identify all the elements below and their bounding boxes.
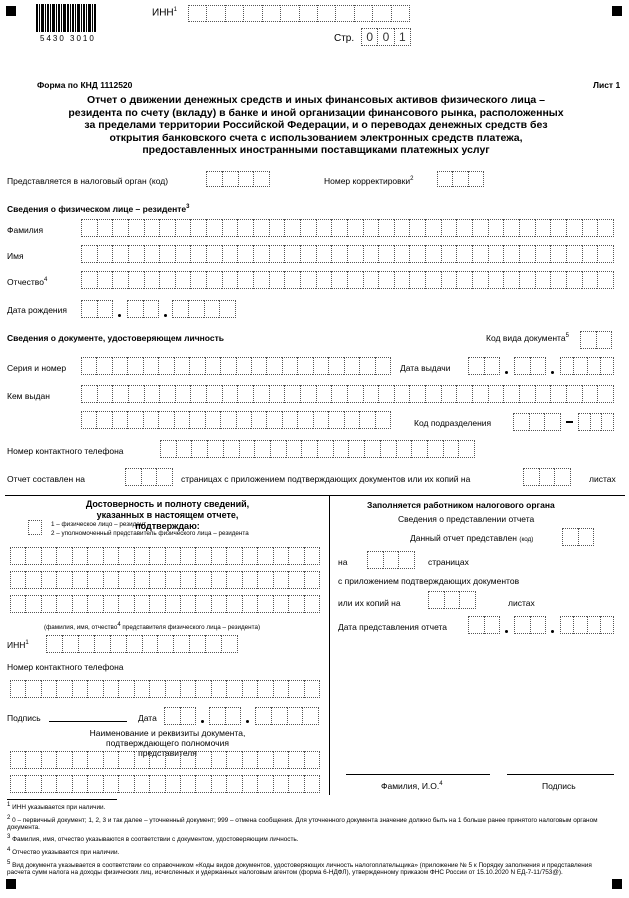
name-label: Имя <box>7 251 24 261</box>
issue-month-cells[interactable] <box>514 357 546 375</box>
page-number-cells: 0 0 1 <box>361 28 411 46</box>
sign-day-cells[interactable] <box>164 707 196 725</box>
sheets-label: листах <box>589 474 616 484</box>
birth-day-cells[interactable] <box>81 300 113 318</box>
signer-fio-row1[interactable] <box>10 547 320 565</box>
correction-number-label: Номер корректировки$^2$ <box>324 176 414 186</box>
submission-day-cells[interactable] <box>468 616 500 634</box>
footnote-3: $^3$ Фамилия, имя, отчество указываются в соответствии с документом, удостоверяющим личность. <box>7 834 299 844</box>
division-code-cells-b[interactable] <box>578 413 614 431</box>
footnotes <box>7 802 607 876</box>
patronymic-label: Отчество$^4$ <box>7 277 48 287</box>
on-label: на <box>338 557 348 567</box>
barcode-number: 5430 3010 <box>40 34 96 43</box>
pages-label: страницах <box>428 557 469 567</box>
signature-label: Подпись <box>7 713 41 723</box>
sheet-label: Лист 1 <box>593 80 621 90</box>
birth-month-cells[interactable] <box>127 300 159 318</box>
footnote-1: $^1$ ИНН указывается при наличии. <box>7 802 106 812</box>
officer-signature-line[interactable] <box>507 774 614 775</box>
confirmation-title: Достоверность и полноту сведений, указанных в настоящем отчете, подтверждаю: <box>85 499 250 531</box>
or-copies-label: или их копий на <box>338 598 401 608</box>
date-separator <box>164 314 167 317</box>
signer-phone-label: Номер контактного телефона <box>7 662 124 672</box>
person-section-title: Сведения о физическом лице – резиденте$^3$ <box>7 204 190 214</box>
vertical-divider <box>329 495 330 795</box>
right-sheets-label: листах <box>508 598 535 608</box>
series-number-label: Серия и номер <box>7 363 67 373</box>
signer-phone-cells[interactable] <box>10 680 320 698</box>
signer-fio-row2[interactable] <box>10 571 320 589</box>
submission-month-cells[interactable] <box>514 616 546 634</box>
issue-date-label: Дата выдачи <box>400 363 451 373</box>
issued-by-cells-row1[interactable] <box>81 385 614 403</box>
division-code-label: Код подразделения <box>414 418 492 428</box>
signer-option-1: 1 – физическое лицо – резидент <box>51 521 147 528</box>
authority-doc-row1[interactable] <box>10 751 320 769</box>
corner-marker-bottom-right <box>612 879 622 889</box>
report-sheets-cells[interactable] <box>523 468 571 486</box>
issue-year-cells[interactable] <box>560 357 614 375</box>
correction-number-cells[interactable] <box>437 171 484 187</box>
signer-inn-label: ИНН$^1$ <box>7 640 29 650</box>
sign-year-cells[interactable] <box>255 707 319 725</box>
dash-separator <box>566 421 573 423</box>
submission-date-label: Дата представления отчета <box>338 622 448 632</box>
report-pages-cells[interactable] <box>125 468 173 486</box>
officer-fio-line[interactable] <box>346 774 490 775</box>
surname-label: Фамилия <box>7 225 44 235</box>
date-separator <box>118 314 121 317</box>
tax-officer-title: Заполняется работником налогового органа <box>367 500 555 510</box>
authority-doc-title: Наименование и реквизиты документа, подтверждающего полномочия представителя <box>89 728 246 758</box>
tax-authority-label: Представляется в налоговый орган (код) <box>7 176 169 186</box>
phone-cells[interactable] <box>160 440 475 458</box>
sign-date-label: Дата <box>138 713 157 723</box>
submission-pages-cells[interactable] <box>367 551 415 569</box>
doc-section-title: Сведения о документе, удостоверяющем личность <box>7 333 224 343</box>
sign-month-cells[interactable] <box>209 707 241 725</box>
name-cells[interactable] <box>81 245 614 263</box>
barcode <box>36 4 106 32</box>
corner-marker-top-right <box>612 6 622 16</box>
signature-line[interactable] <box>49 721 127 722</box>
fio-caption: (фамилия, имя, отчество$^4$ представителя физического лица – резидента) <box>44 622 261 632</box>
report-on-label: Отчет составлен на <box>7 474 85 484</box>
tax-authority-cells[interactable] <box>206 171 270 187</box>
series-number-cells[interactable] <box>81 357 391 375</box>
issued-by-label: Кем выдан <box>7 391 50 401</box>
date-separator <box>201 720 204 723</box>
birth-year-cells[interactable] <box>172 300 236 318</box>
date-separator <box>551 630 554 633</box>
signer-inn-cells[interactable] <box>46 635 238 653</box>
doc-type-code-label: Код вида документа$^5$ <box>486 333 569 343</box>
officer-signature-label: Подпись <box>542 781 576 791</box>
patronymic-cells[interactable] <box>81 271 614 289</box>
issue-day-cells[interactable] <box>468 357 500 375</box>
inn-label: ИНН$^1$ <box>152 7 177 19</box>
signer-type-cell[interactable] <box>28 520 42 535</box>
authority-doc-row2[interactable] <box>10 775 320 793</box>
birth-date-label: Дата рождения <box>7 305 67 315</box>
corner-marker-top-left <box>6 6 16 16</box>
date-separator <box>505 371 508 374</box>
issued-by-cells-row2[interactable] <box>81 411 391 429</box>
footnote-rule <box>7 799 117 800</box>
date-separator <box>551 371 554 374</box>
footnote-5: $^5$ Вид документа указывается в соответствии со справочником «Коды видов документов, удостоверяющих личность налогоплательщика» (приложение № 5 к Порядку заполнения и представления расчета сумм налога на доходы физических лиц, исчисленных и удержанных налоговым агентом (форма 6-НДФЛ), утвержденному приказом ФНС России от 15.10.2020 N ЕД-7-11/753@). <box>7 859 592 877</box>
corner-marker-bottom-left <box>6 879 16 889</box>
signer-fio-row3[interactable] <box>10 595 320 613</box>
form-title: Отчет о движении денежных средств и иных финансовых активов физического лица – резидента по счету (вкладу) в банке и иной организации финансового рынка, расположенных за пределами территории Российской Федерации, и о переводах денежных средств без открытия банковского счета с использованием электронных средств платежа, предоставленных иностранными поставщиками платежных услуг <box>68 94 564 156</box>
with-docs-label: с приложением подтверждающих документов <box>338 576 520 586</box>
surname-cells[interactable] <box>81 219 614 237</box>
phone-label: Номер контактного телефона <box>7 446 124 456</box>
pages-with-docs-label: страницах с приложением подтверждающих документов или их копий на <box>181 474 471 484</box>
date-separator <box>505 630 508 633</box>
submission-subtitle: Сведения о представлении отчета <box>398 514 535 524</box>
inn-cells[interactable] <box>188 5 410 22</box>
submission-sheets-cells[interactable] <box>428 591 476 609</box>
doc-type-code-cells[interactable] <box>580 331 612 349</box>
page-label: Стр. <box>334 33 355 44</box>
submitted-label: Данный отчет представлен (код) <box>410 533 534 543</box>
date-separator <box>246 720 249 723</box>
footnote-4: $^4$ Отчество указывается при наличии. <box>7 847 120 857</box>
footnote-2: $^2$ 0 – первичный документ; 1, 2, 3 и так далее – уточненный документ; 999 – отмена сообщения. Для уточненного документа значение должно быть на 1 больше ранее принятого налоговым органом документа. <box>7 814 598 832</box>
submission-year-cells[interactable] <box>560 616 614 634</box>
submission-code-cells[interactable] <box>562 528 594 546</box>
section-divider <box>5 495 625 496</box>
officer-fio-label: Фамилия, И.О.$^4$ <box>381 781 443 791</box>
form-knd: Форма по КНД 1112520 <box>37 80 133 90</box>
signer-option-2: 2 – уполномоченный представитель физического лица – резидента <box>51 530 249 537</box>
division-code-cells-a[interactable] <box>513 413 561 431</box>
